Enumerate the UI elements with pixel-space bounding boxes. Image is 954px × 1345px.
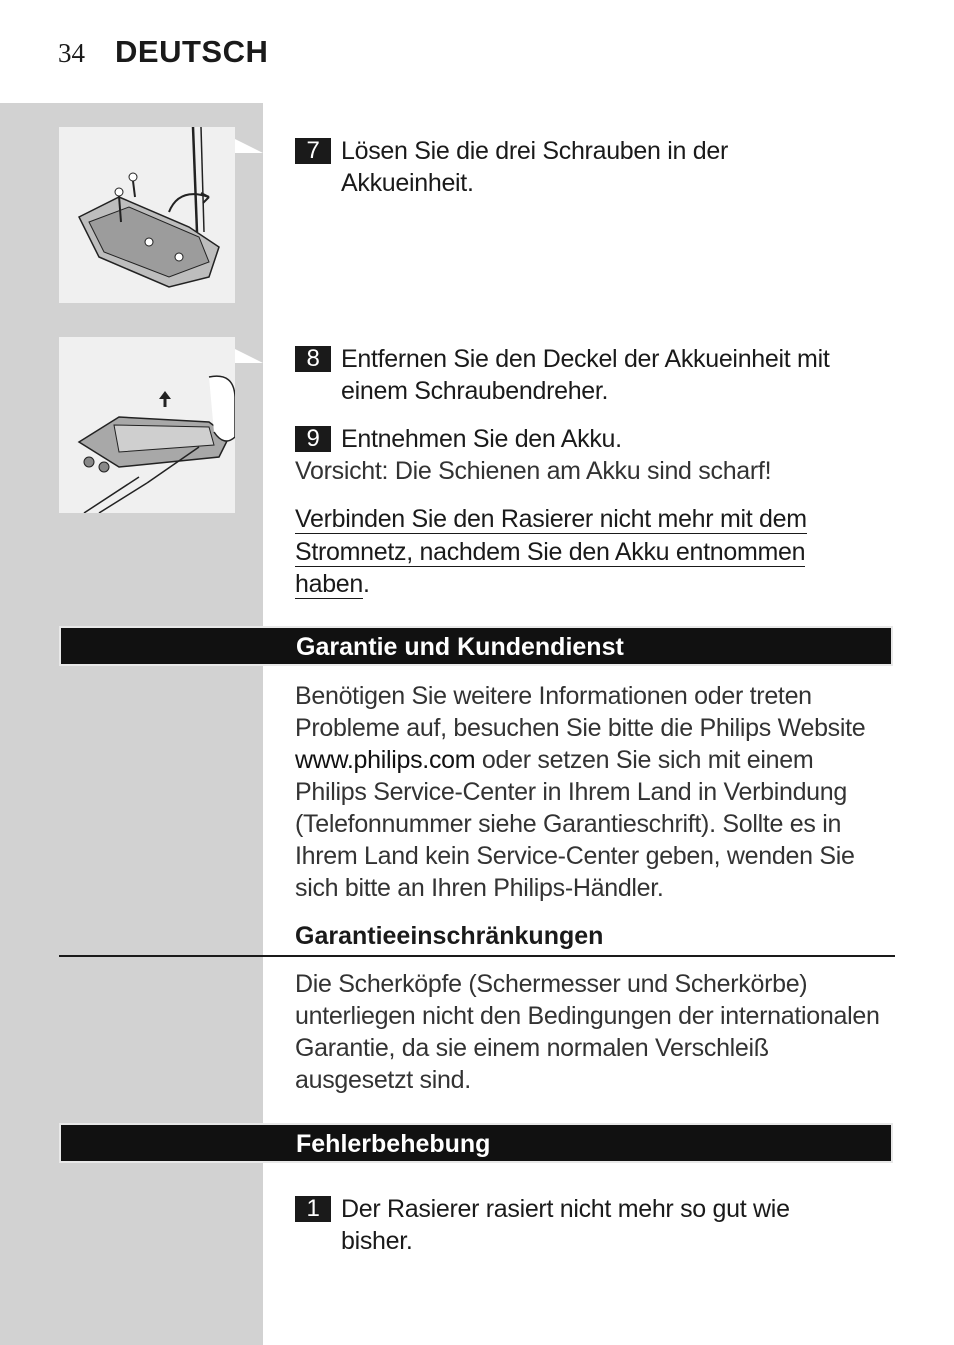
page-header [58,34,268,74]
step-number: 8 [295,346,331,372]
heading-rule [59,955,895,957]
caution-note: Vorsicht: Die Schienen am Akku sind scharf! [295,457,772,485]
philips-website-link[interactable]: www.philips.com [295,746,476,774]
step-text: Der Rasierer rasiert nicht mehr so gut wie bisher. [341,1195,790,1255]
step-text: Entnehmen Sie den Akku. [341,425,622,453]
step-number: 1 [295,1196,331,1222]
restrictions-paragraph: Die Scherköpfe (Schermesser und Scherkörbe) unterliegen nicht den Bedingungen der internationalen Garantie, da sie einem normalen Verschleiß ausgesetzt sind. [295,970,880,1094]
section-title: Garantie und Kundendienst [296,633,624,661]
warning-line: Stromnetz, nachdem Sie den Akku entnommen [295,537,806,566]
guarantee-paragraph [295,680,887,904]
guarantee-text-end: oder setzen Sie sich mit einem Philips Service-Center in Ihrem Land in Verbindung (Telefonnummer siehe Garantieschrift). Sollte es in Ihrem Land kein Service-Center geben, wenden Sie sich bitte an Ihren Philips-Händler. [295,746,855,902]
section-title: Fehlerbehebung [296,1130,491,1158]
illustration-pointer-2 [235,337,265,377]
warning-line: Verbinden Sie den Rasierer nicht mehr mit dem [295,505,807,533]
warning-line: haben [295,570,364,598]
step-number: 9 [295,426,331,452]
screwdriver-screws-drawing [59,127,235,303]
step-8 [295,343,887,407]
cover-screwdriver-drawing [59,337,235,513]
step-9 [295,423,887,455]
illustration-pointer-1 [235,127,265,167]
step-text: Lösen Sie die drei Schrauben in der Akkueinheit. [341,137,728,197]
troubleshoot-step-1 [295,1193,887,1257]
step-text: Entfernen Sie den Deckel der Akkueinheit mit einem Schraubendreher. [341,345,830,405]
step-number: 7 [295,138,331,164]
guarantee-text-start: Benötigen Sie weitere Informationen oder treten Probleme auf, besuchen Sie bitte die Philips Website [295,682,866,742]
section-bar-troubleshooting [59,1123,893,1163]
page-number: 34 [58,38,85,68]
section-bar-guarantee [59,626,893,666]
step-7 [295,135,887,199]
language-heading: DEUTSCH [115,34,269,69]
illustration-unscrew-battery-unit [59,127,235,303]
warning-period: . [363,570,370,598]
restrictions-heading: Garantieeinschränkungen [295,922,604,950]
disconnect-warning [295,503,887,601]
illustration-remove-cover [59,337,235,513]
